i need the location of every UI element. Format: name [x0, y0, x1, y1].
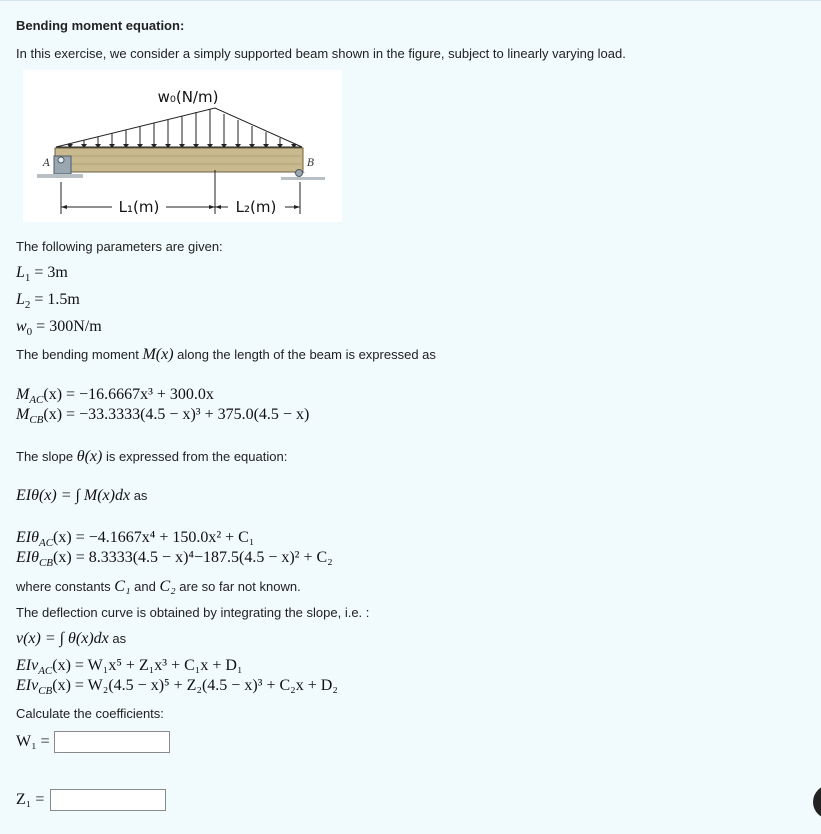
- moment-text-pre: The bending moment: [16, 347, 143, 362]
- moment-eq-ac-lhs: M: [16, 386, 30, 403]
- moment-eq-cb-sub: CB: [29, 414, 44, 427]
- moment-symbol: M(x): [142, 346, 174, 363]
- deflection-integral-eq: v(x) = ∫ θ(x)dx: [16, 630, 109, 647]
- dim-arrow-3: [215, 205, 221, 209]
- deflection-eq-cb-rhs: (x) = W₂(4.5 − x)⁵ + Z₂(4.5 − x)³ + C₂x + D₂: [52, 677, 338, 694]
- param-w0-symbol: w: [16, 318, 27, 335]
- deflection-eq-cb: [16, 677, 338, 698]
- z1-label: Z₁ =: [16, 791, 45, 808]
- constant-c1: C₁: [114, 578, 131, 595]
- slope-integral-as: as: [130, 488, 148, 503]
- moment-eq-cb-lhs: M: [16, 406, 30, 423]
- slope-eq-cb: [16, 549, 333, 570]
- constant-c2: C₂: [159, 578, 176, 595]
- deflection-eq-cb-lhs: EIv: [16, 677, 39, 694]
- constants-note: [16, 578, 301, 596]
- slope-eq-ac-rhs: (x) = −4.1667x⁴ + 150.0x² + C₁: [53, 529, 255, 546]
- params-intro: The following parameters are given:: [16, 239, 223, 254]
- top-border: [0, 0, 821, 1]
- param-l1-symbol: L: [16, 264, 25, 281]
- constants-pre: where constants: [16, 579, 115, 594]
- deflection-eq-ac-rhs: (x) = W₁x⁵ + Z₁x³ + C₁x + D₁: [52, 657, 243, 674]
- deflection-eq-ac: [16, 657, 243, 678]
- load-label: w₀(N/m): [157, 88, 219, 106]
- beam: [55, 148, 303, 172]
- point-a-label: A: [43, 158, 51, 169]
- deflection-eq-ac-lhs: EIv: [16, 657, 39, 674]
- moment-eq-cb: [16, 406, 310, 427]
- slope-integral-eq: EIθ(x) = ∫ M(x)dx: [16, 487, 131, 504]
- slope-eq-cb-lhs: EIθ: [16, 549, 39, 566]
- param-l1: [16, 264, 68, 285]
- param-l2: [16, 291, 80, 312]
- slope-symbol: θ(x): [76, 448, 103, 465]
- calc-instruction: Calculate the coefficients:: [16, 706, 164, 721]
- ground-a: [37, 174, 83, 178]
- param-w0: [16, 318, 102, 339]
- param-w0-value: = 300N/m: [32, 318, 102, 335]
- l1-label: L₁(m): [118, 198, 160, 216]
- param-l1-value: = 3m: [30, 264, 68, 281]
- load-outline: [56, 108, 302, 147]
- deflection-integral: [16, 630, 126, 648]
- moment-eq-ac: [16, 386, 214, 407]
- support-a-pin: [58, 157, 64, 163]
- slope-text-post: is expressed from the equation:: [102, 449, 288, 464]
- deflection-integral-as: as: [108, 631, 127, 646]
- deflection-description: The deflection curve is obtained by integrating the slope, i.e. :: [16, 605, 370, 620]
- point-b-label: B: [307, 158, 315, 169]
- page-title: Bending moment equation:: [16, 18, 185, 33]
- dim-arrow-1: [61, 205, 67, 209]
- slope-text-pre: The slope: [16, 449, 77, 464]
- ground-b: [281, 177, 325, 180]
- z1-input[interactable]: [50, 789, 166, 811]
- param-l2-symbol: L: [16, 291, 25, 308]
- deflection-eq-cb-sub: CB: [38, 685, 53, 698]
- constants-and: and: [130, 579, 160, 594]
- moment-eq-cb-rhs: (x) = −33.3333(4.5 − x)³ + 375.0(4.5 − x): [43, 406, 310, 423]
- moment-eq-ac-sub: AC: [29, 394, 44, 407]
- param-w0-sub: 0: [26, 326, 33, 339]
- moment-text-post: along the length of the beam is expressed as: [173, 347, 436, 362]
- beam-figure: [23, 70, 342, 222]
- deflection-eq-ac-sub: AC: [38, 665, 53, 678]
- dim-arrow-4: [294, 205, 300, 209]
- param-l2-value: = 1.5m: [30, 291, 80, 308]
- intro-text: In this exercise, we consider a simply supported beam shown in the figure, subject to linearly varying load.: [16, 46, 626, 61]
- slope-description: [16, 448, 287, 466]
- floating-action-button[interactable]: [813, 785, 821, 819]
- moment-description: [16, 346, 436, 364]
- param-l1-sub: 1: [24, 272, 31, 285]
- slope-integral: [16, 487, 147, 505]
- constants-post: are so far not known.: [175, 579, 301, 594]
- moment-eq-ac-rhs: (x) = −16.6667x³ + 300.0x: [43, 386, 214, 403]
- dim-arrow-2: [209, 205, 215, 209]
- slope-eq-ac-sub: AC: [38, 537, 54, 550]
- l2-label: L₂(m): [235, 198, 277, 216]
- w1-input[interactable]: [54, 731, 170, 753]
- beam-diagram: [23, 70, 342, 222]
- slope-eq-cb-sub: CB: [38, 557, 54, 570]
- param-l2-sub: 2: [24, 299, 31, 312]
- slope-eq-cb-rhs: (x) = 8.3333(4.5 − x)⁴−187.5(4.5 − x)² + C₂: [53, 549, 333, 566]
- support-b-roller: [296, 170, 303, 177]
- w1-label: W₁ =: [16, 733, 50, 750]
- slope-eq-ac-lhs: EIθ: [16, 529, 39, 546]
- slope-eq-ac: [16, 529, 255, 550]
